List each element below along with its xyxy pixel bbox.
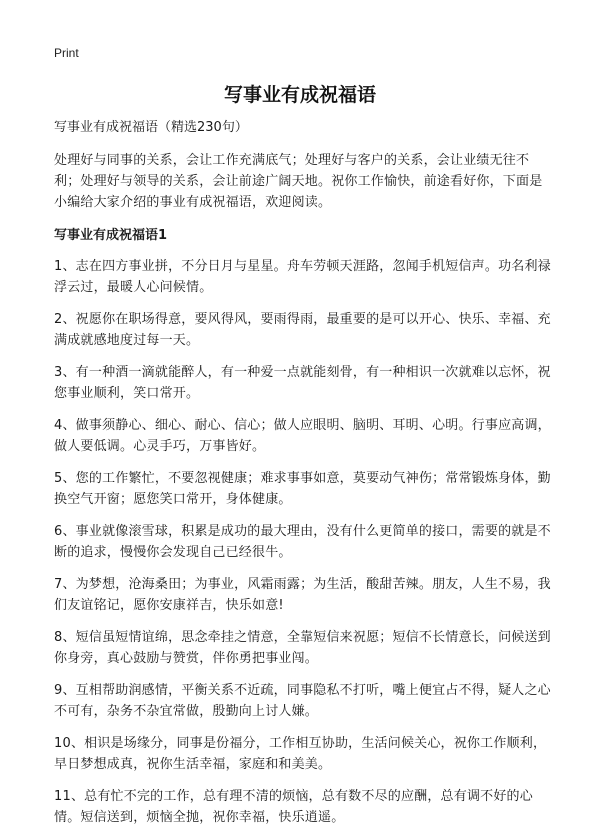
blessing-paragraph: 5、您的工作繁忙，不要忽视健康；难求事事如意，莫要动气神伤；常常锻炼身体，勤换空气开窗；愿您笑口常开，身体健康。 xyxy=(54,471,551,507)
page-title: 写事业有成祝福语 xyxy=(223,84,376,106)
intro-paragraph: 处理好与同事的关系，会让工作充满底气；处理好与客户的关系，会让业绩无往不利；处理好与领导的关系，会让前途广阔天地。祝你工作愉快，前途看好你，下面是小编给大家介绍的事业有成祝福语，欢迎阅读。 xyxy=(54,153,543,210)
blessing-paragraph: 3、有一种酒一滴就能醉人，有一种爱一点就能刻骨，有一种相识一次就难以忘怀，祝您事业顺利，笑口常开。 xyxy=(54,365,551,401)
article-body xyxy=(54,118,554,839)
article-subtitle: 写事业有成祝福语（精选230句） xyxy=(54,120,248,135)
blessing-paragraph: 4、做事须静心、细心、耐心、信心；做人应眼明、脑明、耳明、心明。行事应高调，做人要低调。心灵手巧，万事皆好。 xyxy=(54,418,551,454)
blessing-paragraph: 1、志在四方事业拼，不分日月与星星。舟车劳顿天涯路，忽闻手机短信声。功名利禄浮云过，最暖人心问候情。 xyxy=(54,259,551,295)
blessing-paragraph: 10、相识是场缘分，同事是份福分，工作相互协助，生活问候关心，祝你工作顺利，早日梦想成真，祝你生活幸福，家庭和和美美。 xyxy=(54,736,547,772)
blessing-paragraph: 11、总有忙不完的工作，总有理不清的烦恼，总有数不尽的应酬，总有调不好的心情。短信送到，烦恼全抛，祝你幸福，快乐逍遥。 xyxy=(54,789,533,825)
blessing-paragraph: 8、短信虽短情谊绵，思念牵挂之情意，全靠短信来祝愿；短信不长情意长，问候送到你身旁，真心鼓励与赞赏，伴你勇把事业闯。 xyxy=(54,630,551,666)
section-heading: 写事业有成祝福语1 xyxy=(54,228,168,243)
print-link[interactable]: Print xyxy=(54,46,79,60)
blessing-paragraph: 6、事业就像滚雪球，积累是成功的最大理由，没有什么更简单的接口，需要的就是不断的追求，慢慢你会发现自己已经很牛。 xyxy=(54,524,551,560)
blessing-paragraph: 7、为梦想，沧海桑田；为事业，风霜雨露；为生活，酸甜苦辣。朋友，人生不易，我们友谊铭记，愿你安康祥吉，快乐如意! xyxy=(54,577,551,613)
blessing-paragraph: 9、互相帮助润感情，平衡关系不近疏，同事隐私不打听，嘴上便宜占不得，疑人之心不可有，杂务不杂宜常做，殷勤向上讨人嫌。 xyxy=(54,683,551,719)
blessing-paragraph: 2、祝愿你在职场得意，要风得风，要雨得雨，最重要的是可以开心、快乐、幸福、充满成就感地度过每一天。 xyxy=(54,312,551,348)
